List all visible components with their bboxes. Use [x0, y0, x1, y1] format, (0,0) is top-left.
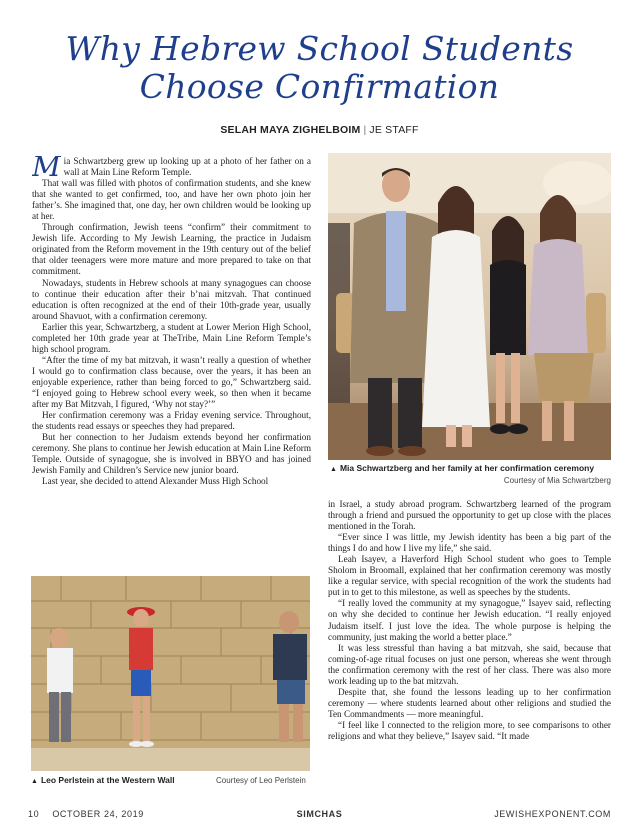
drop-cap: M: [32, 156, 61, 183]
family-photo-credit: Courtesy of Mia Schwartzberg: [503, 476, 611, 485]
western-wall-photo-credit: Courtesy of Leo Perlstein: [216, 776, 306, 785]
western-wall-photo-caption: [31, 775, 175, 785]
issue-date: OCTOBER 24, 2019: [52, 809, 144, 819]
paragraph: Her confirmation ceremony was a Friday evening service. Throughout, the students read essays or speeches they had prepared.: [32, 410, 311, 432]
headline-line-2: Choose Confirmation: [139, 67, 500, 106]
section-name: SIMCHAS: [296, 809, 343, 819]
headline: [0, 30, 639, 106]
family-photo: [328, 153, 611, 460]
family-photo-caption: [330, 463, 594, 473]
paragraph: “I really loved the community at my synagogue,” Isayev said, reflecting on why she decided to continue her Jewish education. “I really enjoyed Judaism itself. I just love the idea. The whole purpose is helping the community, just making the world a better place.”: [328, 598, 611, 642]
paragraph: But her connection to her Judaism extends beyond her confirmation ceremony. She plans to continue her Jewish education at Main Line Reform Temple. Outside of synagogue, she is involved in BBYO and has joined Jewish Family and Children’s Service new junior board.: [32, 432, 311, 476]
page-number: 10: [28, 809, 40, 819]
byline-separator: |: [363, 124, 367, 136]
paragraph: Leah Isayev, a Haverford High School student who goes to Temple Sholom in Broomall, explained that her confirmation ceremony was mostly like a regular service, with special recognition of the work the students had put in to get to this milestone, as well as speeches by the students.: [328, 554, 611, 598]
author-role: JE STAFF: [369, 124, 419, 136]
author-name: SELAH MAYA ZIGHELBOIM: [220, 124, 361, 136]
article-column-1: [32, 156, 311, 564]
caption-text: Leo Perlstein at the Western Wall: [40, 775, 175, 785]
paragraph: Last year, she decided to attend Alexander Muss High School: [42, 476, 269, 487]
article-column-2: [328, 499, 611, 795]
paragraph: “Ever since I was little, my Jewish identity has been a big part of the things I do and how I live my life,” she said.: [328, 532, 611, 554]
triangle-up-icon: ▲: [31, 778, 38, 785]
headline-line-1: Why Hebrew School Students: [65, 29, 574, 68]
western-wall-photo: [31, 576, 310, 771]
paragraph: That wall was filled with photos of confirmation students, and she knew that she wanted to get confirmed, too, and have her own photo join her father’s. She imagined that, one day, her own children would be looking up at her.: [32, 178, 311, 222]
paragraph: “I feel like I connected to the religion more, to see comparisons to other religions and what they believe,” Isayev said. “It made: [328, 719, 611, 741]
paragraph: Through confirmation, Jewish teens “confirm” their commitment to Jewish life. According to My Jewish Learning, the practice in Judaism originated from the Reform movement in the 19th century out of the belief that older teenagers were more mature and more prepared to take on that commitment.: [32, 222, 311, 277]
paragraph: [32, 156, 311, 183]
paragraph: It was less stressful than having a bat mitzvah, she said, because that coming-of-age ritual focuses on just one person, whereas she went through the confirmation ceremony with the rest of her class. There was also more work leading up to the bat mitzvah.: [328, 642, 611, 686]
paragraph: Despite that, she found the lessons leading up to her confirmation ceremony — where students learned about other religions and studied the Ten Commandments — more meaningful.: [328, 686, 611, 719]
paragraph: Nowadays, students in Hebrew schools at many synagogues can choose to continue their education after their b’nai mitzvah. That continued education is often recognized at the end of their 10th-grade year, usually around Shavuot, with a confirmation ceremony.: [32, 277, 311, 321]
paragraph: in Israel, a study abroad program. Schwartzberg learned of the program through a friend and pursued the opportunity to get up close with the places mentioned in the Torah.: [328, 499, 611, 532]
paragraph: Earlier this year, Schwartzberg, a student at Lower Merion High School, completed her 10th grade year at TheTribe, Main Line Reform Temple’s high school program.: [32, 321, 311, 354]
caption-text: Mia Schwartzberg and her family at her confirmation ceremony: [339, 463, 595, 473]
family-photo-illustration: [328, 153, 611, 460]
triangle-up-icon: ▲: [330, 466, 337, 473]
website: JEWISHEXPONENT.COM: [494, 809, 611, 819]
paragraph-text: ia Schwartzberg grew up looking up at a photo of her father on a wall at Main Line Reform Temple.: [63, 156, 311, 178]
paragraph: “After the time of my bat mitzvah, it wasn’t really a question of whether I would go to confirmation class because, over the years, it has been an enjoyable experience, rather than being forced to go,” Schwartzberg said. “I enjoyed going to Hebrew school every week, so then when it became after my Bat Mitzvah, I figured, ‘Why not stay?’”: [32, 354, 311, 410]
western-wall-photo-illustration: [31, 576, 310, 771]
byline: [0, 124, 639, 136]
